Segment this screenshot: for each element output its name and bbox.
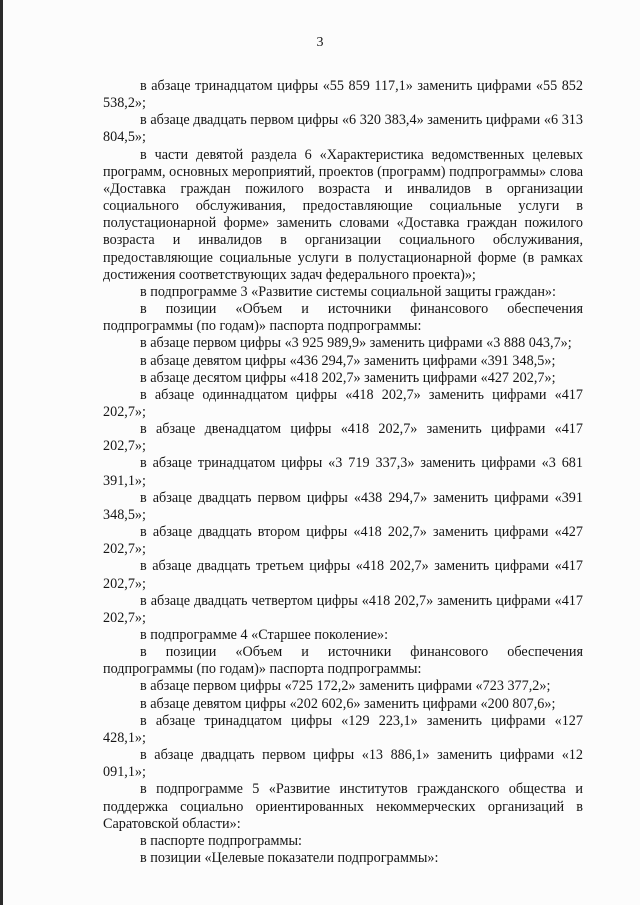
paragraph-11: в абзаце тринадцатом цифры «3 719 337,3» заменить цифрами «3 681 391,1»; — [103, 455, 583, 489]
paragraph-14: в абзаце двадцать третьем цифры «418 202,7» заменить цифрами «417 202,7»; — [103, 558, 583, 592]
page-number: 3 — [316, 35, 324, 50]
page-left-edge — [0, 0, 3, 905]
paragraph-1: в абзаце тринадцатом цифры «55 859 117,1» заменить цифрами «55 852 538,2»; — [103, 78, 583, 112]
paragraph-8: в абзаце десятом цифры «418 202,7» заменить цифрами «427 202,7»; — [140, 369, 556, 386]
paragraph-13: в абзаце двадцать втором цифры «418 202,7» заменить цифрами «427 202,7»; — [103, 524, 583, 558]
paragraph-23: в паспорте подпрограммы: — [140, 832, 302, 849]
paragraph-16: в подпрограмме 4 «Старшее поколение»: — [140, 627, 389, 643]
document-body — [103, 78, 583, 867]
paragraph-3: в части девятой раздела 6 «Характеристика ведомственных целевых программ, основных мероприятий, проектов (программ) подпрограммы» слова «Доставка граждан пожилого возраста и инвалидов в организации социального обслуживания, предоставляющие социальные услуги в полустационарной форме» заменить словами «Доставка граждан пожилого возраста и инвалидов в организации социального обслуживания, предоставляющие социальные услуги в полустационарной форме (в рамках достижения соответствующих задач федерального проекта)»; — [103, 146, 583, 283]
paragraph-6: в абзаце первом цифры «3 925 989,9» заменить цифрами «3 888 043,7»; — [140, 335, 572, 352]
paragraph-15: в абзаце двадцать четвертом цифры «418 202,7» заменить цифрами «417 202,7»; — [103, 592, 583, 626]
paragraph-5: в позиции «Объем и источники финансового обеспечения подпрограммы (по годам)» паспорта подпрограммы: — [103, 301, 583, 335]
paragraph-17: в позиции «Объем и источники финансового обеспечения подпрограммы (по годам)» паспорта подпрограммы: — [103, 644, 583, 678]
paragraph-10: в абзаце двенадцатом цифры «418 202,7» заменить цифрами «417 202,7»; — [103, 421, 583, 455]
paragraph-22: в подпрограмме 5 «Развитие институтов гражданского общества и поддержка социально ориентированных некоммерческих организаций в Саратовской области»: — [103, 781, 583, 832]
paragraph-19: в абзаце девятом цифры «202 602,6» заменить цифрами «200 807,6»; — [140, 695, 556, 712]
paragraph-2: в абзаце двадцать первом цифры «6 320 383,4» заменить цифрами «6 313 804,5»; — [103, 112, 583, 146]
paragraph-21: в абзаце двадцать первом цифры «13 886,1» заменить цифрами «12 091,1»; — [103, 747, 583, 781]
paragraph-12: в абзаце двадцать первом цифры «438 294,7» заменить цифрами «391 348,5»; — [103, 489, 583, 523]
paragraph-9: в абзаце одиннадцатом цифры «418 202,7» заменить цифрами «417 202,7»; — [103, 386, 583, 420]
paragraph-20: в абзаце тринадцатом цифры «129 223,1» заменить цифрами «127 428,1»; — [103, 712, 583, 746]
paragraph-7: в абзаце девятом цифры «436 294,7» заменить цифрами «391 348,5»; — [140, 352, 556, 369]
paragraph-18: в абзаце первом цифры «725 172,2» заменить цифрами «723 377,2»; — [140, 678, 551, 695]
paragraph-24: в позиции «Целевые показатели подпрограммы»: — [140, 850, 439, 867]
paragraph-4: в подпрограмме 3 «Развитие системы социальной защиты граждан»: — [140, 283, 556, 300]
